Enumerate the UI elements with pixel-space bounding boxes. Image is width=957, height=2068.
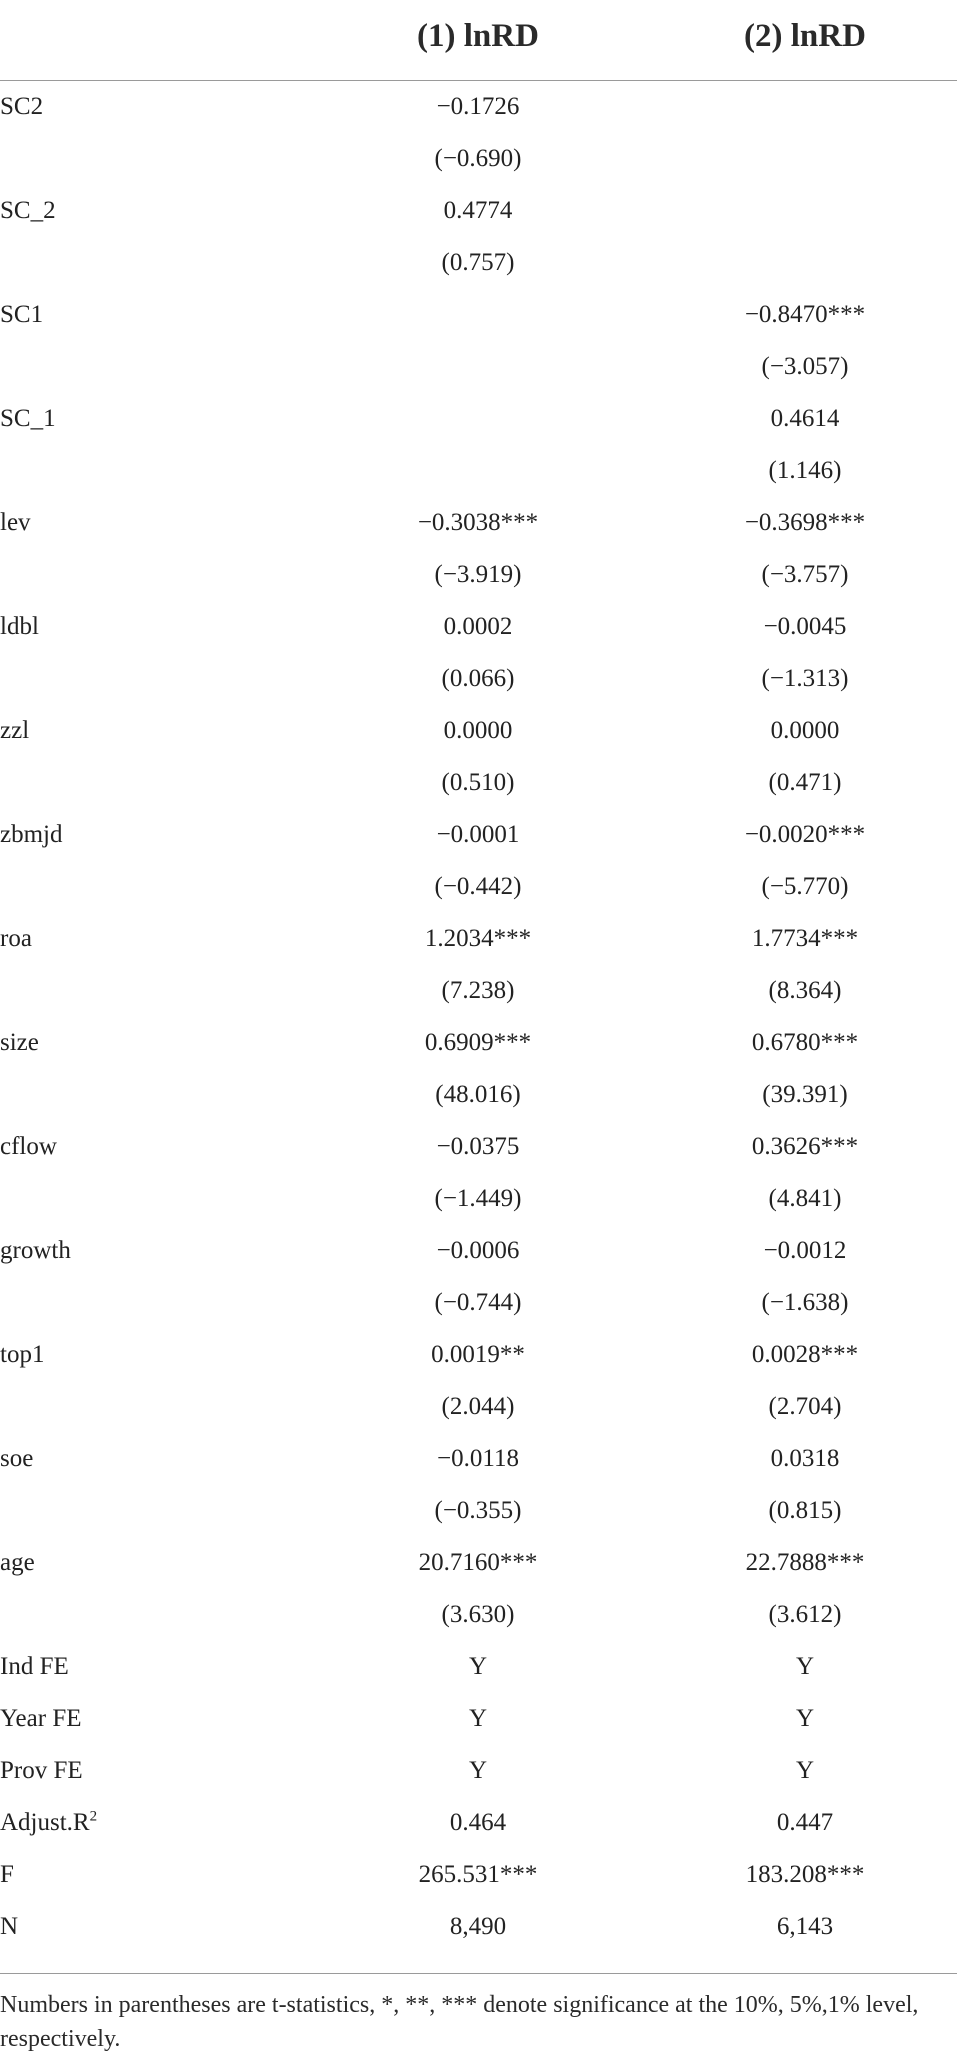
table-row: [0, 341, 957, 393]
cell-col-1: (−0.355): [434, 1497, 522, 1524]
table-row: [0, 1693, 957, 1745]
row-label-superscript: 2: [89, 1808, 98, 1825]
cell-col-2: Y: [795, 1757, 815, 1784]
cell-col-1: 0.4774: [443, 197, 513, 224]
row-label: [0, 1225, 71, 1277]
row-label-text: cflow: [0, 1133, 57, 1160]
cell-col-2: (4.841): [768, 1185, 842, 1212]
cell-col-1: −0.0006: [436, 1237, 520, 1264]
row-label-text: zbmjd: [0, 821, 63, 848]
table-row: [0, 1901, 957, 1953]
table-row: [0, 1641, 957, 1693]
row-label: [0, 1641, 69, 1693]
row-label-text: Year FE: [0, 1705, 82, 1732]
table-row: [0, 289, 957, 341]
table-row: [0, 1745, 957, 1797]
cell-col-1: Y: [468, 1653, 488, 1680]
cell-col-1: (48.016): [435, 1081, 521, 1108]
row-label-text: Ind FE: [0, 1653, 69, 1680]
cell-col-1: (7.238): [441, 977, 515, 1004]
table-header: [0, 0, 957, 81]
table-row: [0, 1329, 957, 1381]
cell-col-2: −0.3698***: [744, 509, 866, 536]
row-label-text: age: [0, 1549, 35, 1576]
cell-col-1: (3.630): [441, 1601, 515, 1628]
cell-col-2: (3.612): [768, 1601, 842, 1628]
row-label: [0, 1017, 39, 1069]
cell-col-1: 8,490: [449, 1913, 507, 1940]
cell-col-2: −0.8470***: [744, 301, 866, 328]
row-label-text: growth: [0, 1237, 71, 1264]
row-label-text: Prov FE: [0, 1757, 83, 1784]
row-label-text: roa: [0, 925, 32, 952]
table-row: [0, 445, 957, 497]
cell-col-2: 183.208***: [745, 1861, 865, 1888]
table-bottom-rule: [0, 1973, 957, 1974]
cell-col-2: (0.471): [768, 769, 842, 796]
cell-col-2: (−1.638): [761, 1289, 849, 1316]
row-label-text: Adjust.R: [0, 1809, 90, 1836]
cell-col-1: (−0.442): [434, 873, 522, 900]
table-row: [0, 1173, 957, 1225]
row-label-text: lev: [0, 509, 31, 536]
cell-col-2: 0.6780***: [751, 1029, 859, 1056]
table-row: [0, 913, 957, 965]
row-label: [0, 1693, 82, 1745]
table-row: [0, 601, 957, 653]
table-row: [0, 1433, 957, 1485]
table-row: [0, 1225, 957, 1277]
cell-col-1: (0.757): [441, 249, 515, 276]
table-row: [0, 1381, 957, 1433]
cell-col-2: (−5.770): [761, 873, 849, 900]
row-label-text: SC1: [0, 301, 44, 328]
cell-col-2: (−3.757): [761, 561, 849, 588]
cell-col-1: −0.1726: [436, 93, 520, 120]
table-row: [0, 497, 957, 549]
cell-col-1: −0.0001: [436, 821, 520, 848]
cell-col-2: 0.0000: [770, 717, 840, 744]
table-row: [0, 549, 957, 601]
cell-col-1: 0.0019**: [431, 1341, 525, 1368]
cell-col-2: (2.704): [768, 1393, 842, 1420]
cell-col-1: 0.6909***: [424, 1029, 532, 1056]
cell-col-1: (−1.449): [434, 1185, 522, 1212]
row-label: [0, 1745, 83, 1797]
cell-col-2: (0.815): [768, 1497, 842, 1524]
row-label: [0, 289, 43, 341]
row-label-text: SC_1: [0, 405, 56, 432]
cell-col-2: (−3.057): [761, 353, 849, 380]
cell-col-1: (−0.690): [434, 145, 522, 172]
cell-col-2: Y: [795, 1653, 815, 1680]
row-label: [0, 81, 43, 133]
row-label: [0, 1121, 57, 1173]
table-row: [0, 393, 957, 445]
cell-col-2: (1.146): [768, 457, 842, 484]
cell-col-2: 0.0318: [770, 1445, 840, 1472]
cell-col-1: Y: [468, 1757, 488, 1784]
table-row: [0, 1589, 957, 1641]
cell-col-2: 0.3626***: [751, 1133, 859, 1160]
row-label: [0, 913, 32, 965]
cell-col-2: (−1.313): [761, 665, 849, 692]
table-row: [0, 965, 957, 1017]
table-row: [0, 81, 957, 133]
table-row: [0, 237, 957, 289]
row-label-text: F: [0, 1861, 14, 1888]
cell-col-1: −0.0375: [436, 1133, 520, 1160]
row-label-text: size: [0, 1029, 39, 1056]
row-label-text: N: [0, 1913, 19, 1940]
row-label: [0, 497, 31, 549]
table-row: [0, 1537, 957, 1589]
table-row: [0, 653, 957, 705]
cell-col-2: 22.7888***: [745, 1549, 865, 1576]
cell-col-1: 0.0000: [443, 717, 513, 744]
table-row: [0, 705, 957, 757]
cell-col-2: (8.364): [768, 977, 842, 1004]
cell-col-1: Y: [468, 1705, 488, 1732]
row-label-text: zzl: [0, 717, 30, 744]
cell-col-2: −0.0020***: [744, 821, 866, 848]
row-label: [0, 809, 63, 861]
table-row: [0, 1485, 957, 1537]
row-label: [0, 393, 56, 445]
cell-col-2: −0.0012: [763, 1237, 847, 1264]
cell-col-2: 0.447: [776, 1809, 834, 1836]
table-row: [0, 1069, 957, 1121]
table-row: [0, 757, 957, 809]
row-label: [0, 1797, 97, 1849]
cell-col-2: 0.4614: [770, 405, 840, 432]
row-label: [0, 1849, 14, 1901]
table-row: [0, 1017, 957, 1069]
table-row: [0, 1797, 957, 1849]
cell-col-1: 1.2034***: [424, 925, 532, 952]
row-label-text: soe: [0, 1445, 34, 1472]
cell-col-2: Y: [795, 1705, 815, 1732]
cell-col-1: −0.0118: [437, 1445, 519, 1472]
cell-col-1: 0.0002: [443, 613, 513, 640]
cell-col-1: (−3.919): [434, 561, 522, 588]
row-label: [0, 1433, 33, 1485]
row-label: [0, 1329, 44, 1381]
cell-col-1: 0.464: [449, 1809, 507, 1836]
row-label: [0, 705, 29, 757]
table-row: [0, 133, 957, 185]
cell-col-1: −0.3038***: [417, 509, 539, 536]
row-label-text: top1: [0, 1341, 45, 1368]
column-header-1: (1) lnRD: [417, 18, 539, 54]
cell-col-2: 1.7734***: [751, 925, 859, 952]
table-body: [0, 81, 957, 1953]
row-label: [0, 1537, 35, 1589]
table-row: [0, 1277, 957, 1329]
row-label: [0, 601, 39, 653]
row-label-text: SC_2: [0, 197, 56, 224]
cell-col-1: (0.066): [441, 665, 515, 692]
cell-col-1: 265.531***: [418, 1861, 538, 1888]
table-row: [0, 1121, 957, 1173]
cell-col-1: (2.044): [441, 1393, 515, 1420]
row-label: [0, 1901, 18, 1953]
column-header-2: (2) lnRD: [744, 18, 866, 54]
cell-col-2: −0.0045: [763, 613, 847, 640]
cell-col-2: 6,143: [776, 1913, 834, 1940]
cell-col-2: (39.391): [762, 1081, 848, 1108]
cell-col-1: (−0.744): [434, 1289, 522, 1316]
row-label: [0, 185, 56, 237]
table-row: [0, 809, 957, 861]
table-row: [0, 1849, 957, 1901]
table-row: [0, 185, 957, 237]
row-label-text: ldbl: [0, 613, 39, 640]
cell-col-1: 20.7160***: [418, 1549, 538, 1576]
table-row: [0, 861, 957, 913]
cell-col-1: (0.510): [441, 769, 515, 796]
table-note: Numbers in parentheses are t-statistics, *, **, *** denote significance at the 10%, 5%,1% level, respectively.: [0, 1992, 919, 2052]
row-label-text: SC2: [0, 93, 44, 120]
cell-col-2: 0.0028***: [751, 1341, 859, 1368]
